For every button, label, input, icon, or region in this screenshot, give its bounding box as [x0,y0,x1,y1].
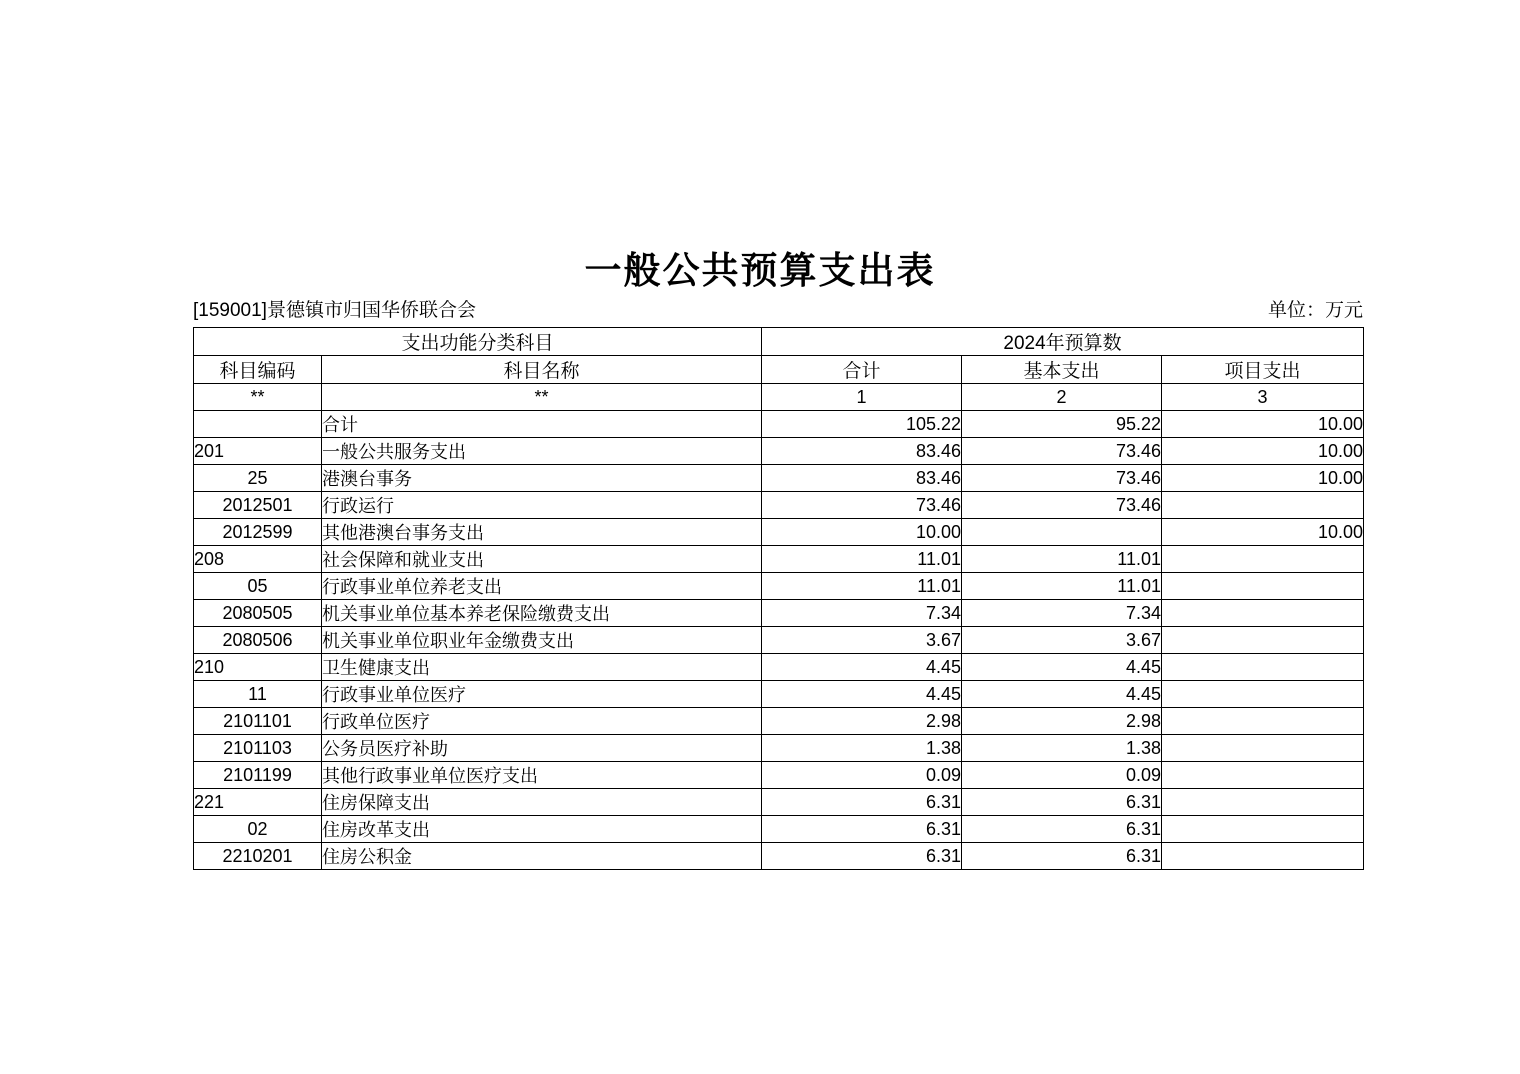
table-row [194,438,1364,465]
cell-basic-expenditure: 11.01 [962,546,1162,573]
cell-subject-name: 合计 [322,411,762,438]
document-meta [193,295,1363,322]
cell-total: 3.67 [762,627,962,654]
cell-basic-expenditure: 3.67 [962,627,1162,654]
cell-basic-expenditure: 2.98 [962,708,1162,735]
table-row [194,627,1364,654]
cell-project-expenditure [1162,654,1364,681]
cell-subject-code: 2080505 [194,600,322,627]
cell-total: 83.46 [762,438,962,465]
table-group-header-row [194,328,1364,356]
cell-project-expenditure: 10.00 [1162,519,1364,546]
column-index-basic: 2 [962,384,1162,411]
cell-project-expenditure [1162,735,1364,762]
cell-subject-code: 05 [194,573,322,600]
table-row [194,681,1364,708]
cell-subject-code: 2080506 [194,627,322,654]
cell-subject-code [194,411,322,438]
cell-project-expenditure [1162,708,1364,735]
table-row [194,843,1364,870]
cell-subject-name: 社会保障和就业支出 [322,546,762,573]
cell-project-expenditure [1162,789,1364,816]
cell-subject-name: 住房公积金 [322,843,762,870]
table-row [194,492,1364,519]
cell-subject-name: 机关事业单位基本养老保险缴费支出 [322,600,762,627]
table-head [194,328,1364,411]
cell-basic-expenditure: 6.31 [962,816,1162,843]
cell-total: 11.01 [762,573,962,600]
table-row [194,789,1364,816]
cell-project-expenditure [1162,546,1364,573]
cell-basic-expenditure: 73.46 [962,438,1162,465]
cell-subject-name: 行政事业单位养老支出 [322,573,762,600]
cell-total: 73.46 [762,492,962,519]
unit-owner-label: [159001]景德镇市归国华侨联合会 [193,300,476,321]
cell-subject-name: 住房改革支出 [322,816,762,843]
cell-basic-expenditure: 0.09 [962,762,1162,789]
column-index-project: 3 [1162,384,1364,411]
cell-total: 10.00 [762,519,962,546]
cell-subject-code: 221 [194,789,322,816]
cell-subject-name: 卫生健康支出 [322,654,762,681]
cell-project-expenditure [1162,492,1364,519]
group-header-expenditure-category: 支出功能分类科目 [194,328,762,356]
cell-subject-code: 2210201 [194,843,322,870]
cell-subject-name: 港澳台事务 [322,465,762,492]
cell-project-expenditure [1162,762,1364,789]
cell-total: 105.22 [762,411,962,438]
cell-project-expenditure [1162,681,1364,708]
cell-project-expenditure: 10.00 [1162,465,1364,492]
cell-total: 83.46 [762,465,962,492]
cell-basic-expenditure: 7.34 [962,600,1162,627]
cell-basic-expenditure: 6.31 [962,789,1162,816]
budget-expenditure-table [193,327,1364,870]
column-index-code: ** [194,384,322,411]
cell-subject-code: 2012501 [194,492,322,519]
cell-subject-name: 行政运行 [322,492,762,519]
table-row [194,600,1364,627]
table-row [194,519,1364,546]
cell-subject-name: 行政单位医疗 [322,708,762,735]
cell-subject-name: 其他港澳台事务支出 [322,519,762,546]
cell-subject-name: 其他行政事业单位医疗支出 [322,762,762,789]
cell-project-expenditure [1162,600,1364,627]
column-header-code: 科目编码 [194,356,322,384]
cell-subject-code: 2101103 [194,735,322,762]
cell-total: 4.45 [762,681,962,708]
cell-total: 0.09 [762,762,962,789]
table-row [194,465,1364,492]
table-row [194,735,1364,762]
cell-basic-expenditure: 11.01 [962,573,1162,600]
cell-total: 1.38 [762,735,962,762]
cell-total: 11.01 [762,546,962,573]
table-row [194,573,1364,600]
cell-basic-expenditure: 4.45 [962,681,1162,708]
cell-project-expenditure [1162,843,1364,870]
cell-subject-code: 2101101 [194,708,322,735]
group-header-budget-year: 2024年预算数 [762,328,1364,356]
table-row [194,546,1364,573]
cell-total: 6.31 [762,816,962,843]
cell-subject-code: 210 [194,654,322,681]
cell-total: 6.31 [762,843,962,870]
cell-subject-code: 208 [194,546,322,573]
cell-total: 2.98 [762,708,962,735]
column-index-name: ** [322,384,762,411]
cell-project-expenditure [1162,627,1364,654]
cell-subject-name: 行政事业单位医疗 [322,681,762,708]
cell-subject-code: 2012599 [194,519,322,546]
cell-subject-name: 公务员医疗补助 [322,735,762,762]
cell-project-expenditure [1162,573,1364,600]
amount-unit-label: 单位：万元 [1267,300,1363,321]
cell-subject-code: 2101199 [194,762,322,789]
column-header-name: 科目名称 [322,356,762,384]
cell-project-expenditure: 10.00 [1162,438,1364,465]
cell-basic-expenditure: 6.31 [962,843,1162,870]
cell-basic-expenditure: 95.22 [962,411,1162,438]
cell-total: 4.45 [762,654,962,681]
table-row [194,708,1364,735]
cell-subject-code: 02 [194,816,322,843]
cell-total: 6.31 [762,789,962,816]
cell-basic-expenditure: 73.46 [962,492,1162,519]
page-title: 一般公共预算支出表 [584,251,936,292]
cell-basic-expenditure: 1.38 [962,735,1162,762]
cell-project-expenditure [1162,816,1364,843]
cell-subject-code: 201 [194,438,322,465]
table-row [194,654,1364,681]
cell-subject-code: 25 [194,465,322,492]
column-header-project-expenditure: 项目支出 [1162,356,1364,384]
cell-total: 7.34 [762,600,962,627]
column-index-total: 1 [762,384,962,411]
cell-basic-expenditure: 73.46 [962,465,1162,492]
table-row [194,762,1364,789]
cell-subject-name: 机关事业单位职业年金缴费支出 [322,627,762,654]
cell-subject-code: 11 [194,681,322,708]
cell-project-expenditure: 10.00 [1162,411,1364,438]
column-header-total: 合计 [762,356,962,384]
table-row [194,411,1364,438]
cell-subject-name: 一般公共服务支出 [322,438,762,465]
column-header-basic-expenditure: 基本支出 [962,356,1162,384]
cell-basic-expenditure [962,519,1162,546]
table-row [194,816,1364,843]
cell-subject-name: 住房保障支出 [322,789,762,816]
table-column-index-row [194,384,1364,411]
cell-basic-expenditure: 4.45 [962,654,1162,681]
table-column-header-row [194,356,1364,384]
table-body [194,411,1364,870]
